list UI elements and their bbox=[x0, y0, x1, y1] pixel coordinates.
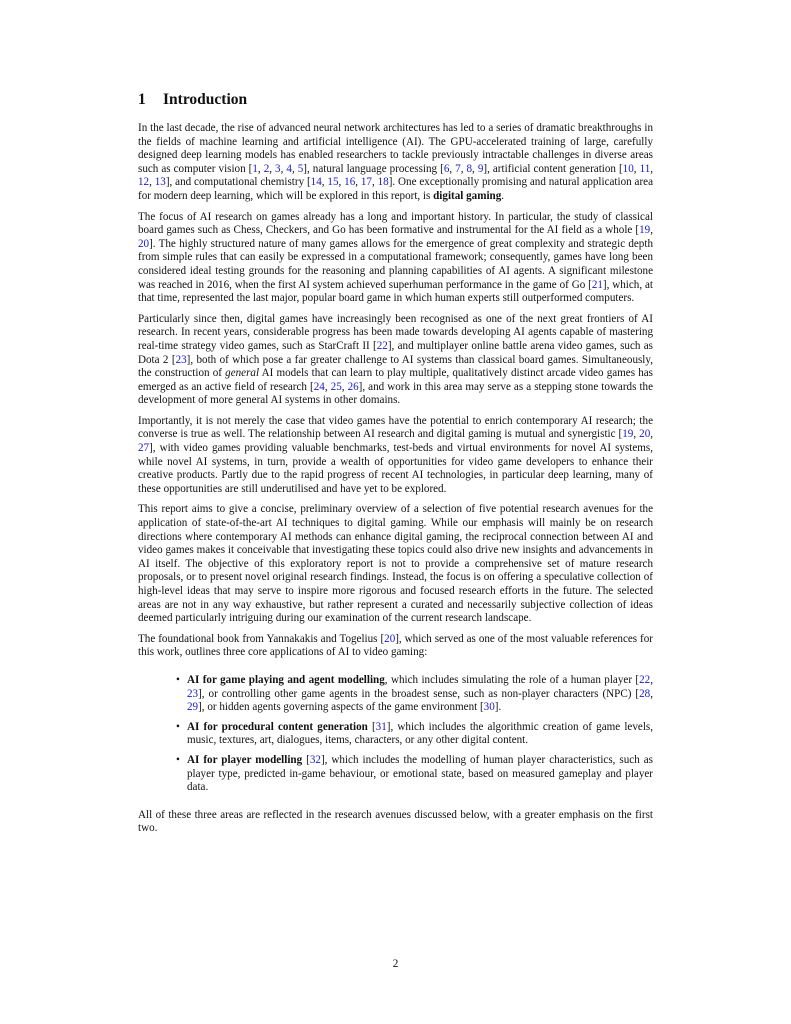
citation[interactable]: 2 bbox=[263, 162, 270, 175]
citation[interactable]: 20 bbox=[138, 237, 150, 250]
text-run: ], and work in this area may serve as a stepping stone towards the development of more general AI systems in other domains. bbox=[138, 380, 654, 407]
text-run: ]. bbox=[494, 701, 502, 714]
emphasis-bold: AI for procedural content generation bbox=[187, 720, 368, 733]
emphasis-bold: AI for game playing and agent modelling bbox=[187, 673, 385, 686]
emphasis-bold: AI for player modelling bbox=[187, 753, 303, 766]
paragraph-5 bbox=[138, 503, 653, 625]
citation[interactable]: 30 bbox=[483, 701, 495, 714]
paragraph-1: In the last decade, the rise of advanced neural network architectures has led to a series of dramatic breakthroughs in the fields of machine learning and artificial intelligence (AI). The GPU-accelerated training of large, carefully designed deep learning models has enabled researchers to tackle previously intractable challenges in diverse areas such as computer vision [1, 2, 3, 4, 5], natural language processing [6, 7, 8, 9], artificial content generation [10, 11, 12, 13], and computational chemistry [14, 15, 16, 17, 18]. One exceptionally promising and natural application area for modern deep learning, which will be explored in this report, is digital gaming. bbox=[138, 122, 654, 202]
citation[interactable]: 29 bbox=[187, 701, 199, 714]
citation[interactable]: 26 bbox=[347, 380, 359, 393]
citation[interactable]: 28 bbox=[639, 687, 651, 700]
citation[interactable]: 23 bbox=[187, 687, 199, 700]
text-run: All of these three areas are reflected in the research avenues discussed below, with a greater emphasis on the first two. bbox=[138, 808, 653, 835]
bullet-icon: • bbox=[176, 673, 180, 686]
text-run: ], natural language processing [ bbox=[303, 162, 444, 175]
page-number: 2 bbox=[392, 958, 399, 970]
text-run: ], artificial content generation [ bbox=[483, 162, 623, 175]
text-run: ], or controlling other game agents in the broadest sense, such as non-player characters (NPC) [ bbox=[198, 687, 640, 700]
citation[interactable]: 11 bbox=[639, 162, 651, 175]
citation[interactable]: 16 bbox=[344, 176, 356, 189]
list-item bbox=[176, 754, 653, 795]
bullet-icon: • bbox=[176, 720, 180, 733]
text-run: ], both of which pose a far greater challenge to AI systems than classical board games. Simultaneously, the construction of bbox=[138, 353, 653, 380]
text-run: Importantly, it is not merely the case that video games have the potential to enrich contemporary AI research; the converse is true as well. The relationship between AI research and digital gaming is mutual and synergistic [ bbox=[138, 414, 653, 441]
citation[interactable]: 19 bbox=[622, 428, 634, 441]
citation[interactable]: 12 bbox=[138, 176, 150, 189]
citation[interactable]: 6 bbox=[443, 162, 450, 175]
section-title: Introduction bbox=[163, 91, 248, 108]
citation[interactable]: 20 bbox=[639, 428, 651, 441]
citation[interactable]: 4 bbox=[286, 162, 292, 175]
text-run: ], which includes the algorithmic creation of game levels, music, textures, art, dialogues, items, characters, or any other digital content. bbox=[187, 720, 653, 747]
text-run: The foundational book from Yannakakis and Togelius [ bbox=[138, 632, 385, 645]
citation[interactable]: 3 bbox=[275, 162, 281, 175]
citation[interactable]: 22 bbox=[376, 339, 388, 352]
list-item bbox=[176, 721, 653, 748]
citation[interactable]: 1 bbox=[252, 162, 258, 175]
citation[interactable]: 27 bbox=[138, 442, 150, 455]
text-run: [ bbox=[367, 720, 376, 733]
citation[interactable]: 5 bbox=[297, 162, 304, 175]
bullet-icon: • bbox=[176, 753, 180, 766]
text-run: ], which served as one of the most valuable references for this work, outlines three core applications of AI to video gaming: bbox=[138, 632, 653, 659]
citation[interactable]: 14 bbox=[310, 176, 322, 189]
text-run: AI models that can learn to play multiple, qualitatively distinct arcade video games has emerged as an active field of research [ bbox=[138, 367, 653, 393]
text-run: ]. One exceptionally promising and natural application area for modern deep learning, which will be explored in this report, is bbox=[138, 176, 654, 202]
citation[interactable]: 8 bbox=[466, 162, 473, 175]
text-run: ], and computational chemistry [ bbox=[165, 176, 311, 189]
text-run: ], which includes the modelling of human player characteristics, such as player type, predicted in-game behaviour, or emotional state, based on measured gameplay and player data. bbox=[187, 753, 653, 794]
citation[interactable]: 13 bbox=[154, 176, 166, 189]
paragraph-6 bbox=[138, 633, 653, 660]
paragraph-7 bbox=[138, 809, 653, 836]
page-body bbox=[138, 90, 653, 843]
text-run: In the last decade, the rise of advanced neural network architectures has led to a series of dramatic breakthroughs in the fields of machine learning and artificial intelligence (AI). The GPU-accelerated training of large, carefully designed deep learning models has enabled researchers to tackle previously intractable challenges in diverse areas such as computer vision [ bbox=[138, 122, 653, 175]
citation[interactable]: 25 bbox=[330, 380, 342, 393]
text-run: ], with video games providing valuable benchmarks, test-beds and virtual environments for novel AI systems, while novel AI systems, in turn, provide a wealth of opportunities for video game developers to enhance their creative products. Partly due to the rapid progress of recent AI technologies, in particular deep learning, many of these opportunities are still underutilised and have yet to be explored. bbox=[138, 442, 653, 495]
citation[interactable]: 15 bbox=[327, 176, 339, 189]
citation[interactable]: 9 bbox=[477, 162, 484, 175]
citation[interactable]: 22 bbox=[639, 673, 651, 686]
text-run: ], and multiplayer online battle arena video games, such as Dota 2 [ bbox=[138, 339, 653, 366]
citation[interactable]: 19 bbox=[639, 224, 651, 237]
citation[interactable]: 24 bbox=[313, 380, 325, 393]
citation[interactable]: 20 bbox=[384, 632, 396, 645]
emphasis-italic: general bbox=[225, 367, 260, 380]
text-run: ], or hidden agents governing aspects of the game environment [ bbox=[198, 701, 484, 714]
core-applications-list bbox=[138, 674, 653, 795]
list-item: • AI for game playing and agent modelling, which includes simulating the role of a human player [22, 23], or controlling other game agents in the broadest sense, such as non-player characters (NPC) [28, 29], or hidden agents governing aspects of the game environment [30]. bbox=[176, 673, 653, 714]
citation[interactable]: 31 bbox=[375, 720, 387, 733]
citation[interactable]: 21 bbox=[591, 278, 603, 291]
paragraph-4: Importantly, it is not merely the case that video games have the potential to enrich contemporary AI research; the converse is true as well. The relationship between AI research and digital gaming is mutual and synergistic [19, 20, 27], with video games providing valuable benchmarks, test-beds and virtual environments for novel AI systems, while novel AI systems, in turn, provide a wealth of opportunities for video game developers to enhance their creative products. Partly due to the rapid progress of recent AI technologies, in particular deep learning, many of these opportunities are still underutilised and have yet to be explored. bbox=[138, 414, 654, 495]
citation[interactable]: 32 bbox=[309, 753, 321, 766]
text-run: Particularly since then, digital games have increasingly been recognised as one of the next great frontiers of AI research. In recent years, considerable progress has been made towards developing AI agents capable of mastering real-time strategy video games, such as StarCraft II [ bbox=[138, 312, 653, 352]
citation[interactable]: 17 bbox=[360, 176, 372, 189]
paragraph-3: Particularly since then, digital games have increasingly been recognised as one of the next great frontiers of AI research. In recent years, considerable progress has been made towards developing AI agents capable of mastering real-time strategy video games, such as StarCraft II [22], and multiplayer online battle arena video games, such as Dota 2 [23], both of which pose a far greater challenge to AI systems than classical board games. Simultaneously, the construction of general AI models that can learn to play multiple, qualitatively distinct arcade video games has emerged as an active field of research [24, 25, 26], and work in this area may serve as a stepping stone towards the development of more general AI systems in other domains. bbox=[138, 312, 654, 407]
section-number: 1 bbox=[138, 91, 146, 108]
citation[interactable]: 10 bbox=[622, 162, 634, 175]
emphasis-bold: digital gaming bbox=[433, 189, 502, 202]
paragraph-2: The focus of AI research on games already has a long and important history. In particular, the study of classical board games such as Chess, Checkers, and Go has been formative and instrumental for the AI field as a whole [19, 20]. The highly structured nature of many games allows for the emergence of great complexity and strategic depth from simple rules that can easily be expressed in a computational framework; consequently, games have long been considered ideal testing grounds for the reasoning and planning capabilities of AI agents. A significant milestone was reached in 2016, when the first AI system achieved superhuman performance in the game of Go [21], which, at that time, represented the last major, popular board game in which human experts still outperformed computers. bbox=[138, 210, 653, 305]
text-run: , which includes simulating the role of a human player [ bbox=[384, 673, 640, 686]
section-heading bbox=[138, 90, 653, 110]
text-run: ]. The highly structured nature of many games allows for the emergence of great complexity and strategic depth from simple rules that can easily be expressed in a computational framework; consequently, games have long been considered ideal testing grounds for the reasoning and planning capabilities of AI agents. A significant milestone was reached in 2016, when the first AI system achieved superhuman performance in the game of Go [ bbox=[138, 237, 653, 291]
citation[interactable]: 23 bbox=[175, 353, 187, 366]
text-run: ], which, at that time, represented the last major, popular board game in which human experts still outperformed computers. bbox=[138, 278, 653, 305]
text-run: This report aims to give a concise, preliminary overview of a selection of five potential research avenues for the application of state-of-the-art AI techniques to digital gaming. While our emphasis will mainly be on research directions where contemporary AI methods can enhance digital gaming, the reciprocal connection between AI and video games makes it conceivable that investigating these topics could also drive new insights and advancements in AI itself. The objective of this exploratory report is not to provide a comprehensive set of mature research proposals, or to present novel original research findings. Instead, the focus is on offering a speculative collection of high-level ideas that may serve to inspire more rigorous and focused research efforts in the future. The selected areas are not in any way exhaustive, but rather represent a curated and necessarily subjective collection of ideas deemed particularly intriguing during our examination of the current research landscape. bbox=[138, 503, 653, 625]
citation[interactable]: 18 bbox=[377, 176, 389, 189]
citation[interactable]: 7 bbox=[455, 162, 461, 175]
text-run: The focus of AI research on games already has a long and important history. In particular, the study of classical board games such as Chess, Checkers, and Go has been formative and instrumental for the AI field as a whole [ bbox=[138, 210, 653, 237]
text-run: . bbox=[501, 189, 505, 202]
text-run: [ bbox=[302, 753, 310, 766]
